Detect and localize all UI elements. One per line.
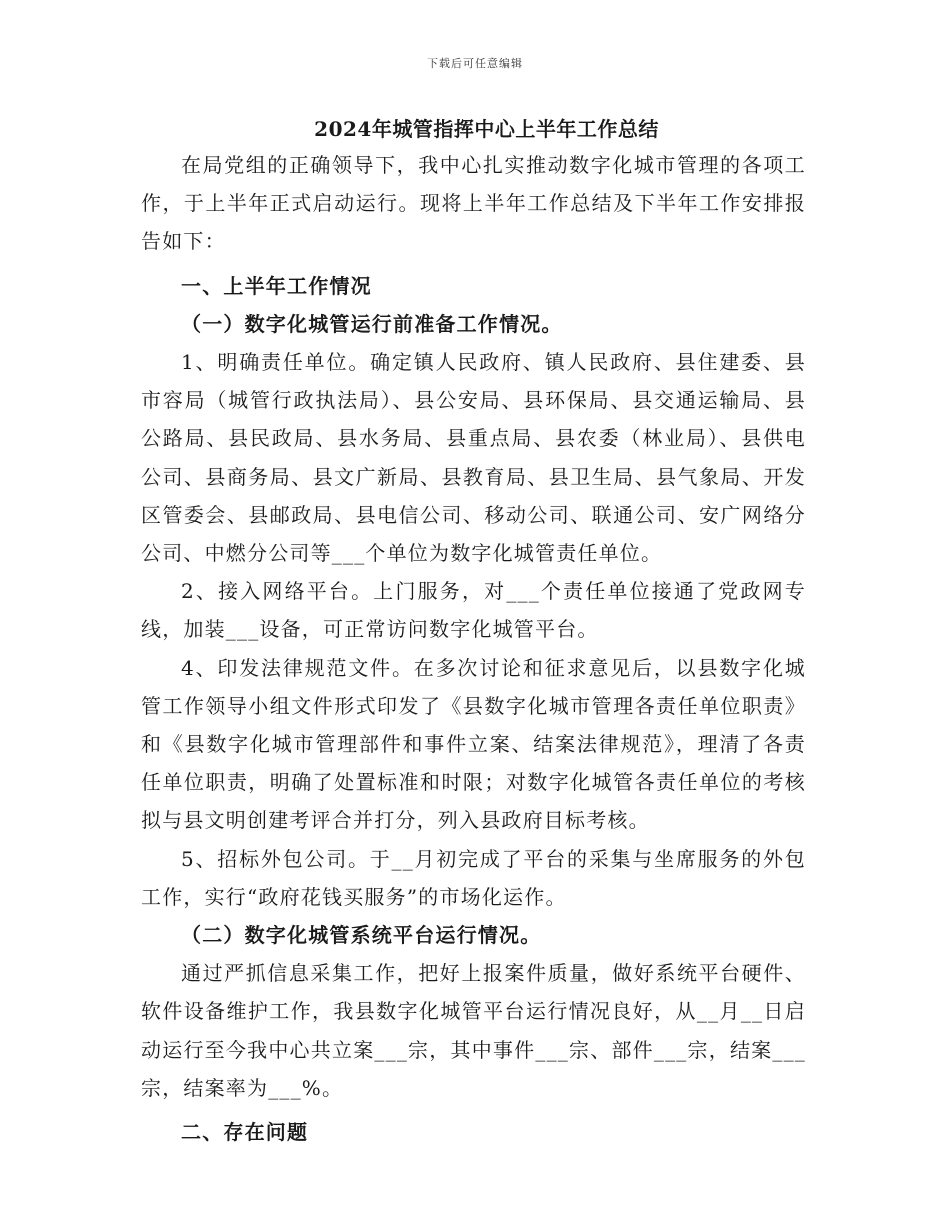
item-paragraph-4: 4、印发法律规范文件。在多次讨论和征求意见后，以县数字化城管工作领导小组文件形式印发了《县数字化城市管理各责任单位职责》和《县数字化城市管理部件和事件立案、结案法律规范》，理清了各责任单位职责，明确了处置标准和时限；对数字化城管各责任单位的考核拟与县文明创建考评合并打分，列入县政府目标考核。 xyxy=(141,655,806,833)
section-heading-1: 一、上半年工作情况 xyxy=(181,273,372,298)
document-body xyxy=(141,114,806,1151)
subsection-heading-2: （二）数字化城管系统平台运行情况。 xyxy=(181,923,542,948)
subsection-heading-1: （一）数字化城管运行前准备工作情况。 xyxy=(181,311,563,336)
document-title: 2024年城管指挥中心上半年工作总结 xyxy=(314,117,659,141)
item-paragraph-5: 5、招标外包公司。于__月初完成了平台的采集与坐席服务的外包工作，实行“政府花钱买服务”的市场化运作。 xyxy=(141,846,806,909)
item-paragraph-1: 1、明确责任单位。确定镇人民政府、镇人民政府、县住建委、县市容局（城管行政执法局）、县公安局、县环保局、县交通运输局、县公路局、县民政局、县水务局、县重点局、县农委（林业局）、县供电公司、县商务局、县文广新局、县教育局、县卫生局、县气象局、开发区管委会、县邮政局、县电信公司、移动公司、联通公司、安广网络分公司、中燃分公司等___个单位为数字化城管责任单位。 xyxy=(141,350,806,566)
item-paragraph-2: 2、接入网络平台。上门服务，对___个责任单位接通了党政网专线，加装___设备，可正常访问数字化城管平台。 xyxy=(141,579,806,642)
header-note: 下载后可任意编辑 xyxy=(427,57,523,70)
operation-paragraph: 通过严抓信息采集工作，把好上报案件质量，做好系统平台硬件、软件设备维护工作，我县数字化城管平台运行情况良好，从__月__日启动运行至今我中心共立案___宗，其中事件___宗、部件___宗，结案___宗，结案率为___%。 xyxy=(141,961,806,1100)
section-heading-2: 二、存在问题 xyxy=(181,1120,309,1145)
intro-paragraph: 在局党组的正确领导下，我中心扎实推动数字化城市管理的各项工作，于上半年正式启动运行。现将上半年工作总结及下半年工作安排报告如下： xyxy=(141,153,806,254)
